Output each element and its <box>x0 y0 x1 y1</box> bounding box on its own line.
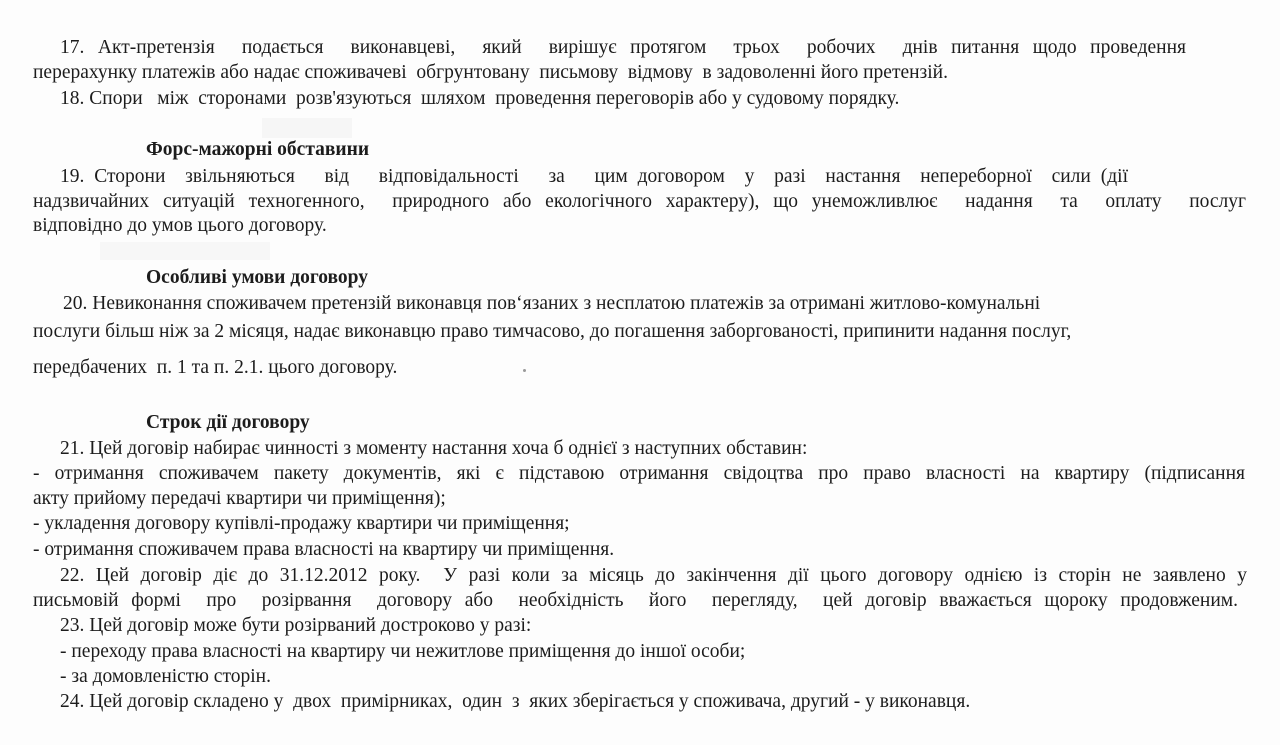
paragraph-22-line-2: письмовій формі про розірвання договору або необхідність його перегляду, цей договір вважається щороку продовженим. <box>33 590 1238 611</box>
paragraph-23-item-1: - переходу права власності на квартиру чи нежитлове приміщення до іншої особи; <box>60 641 746 662</box>
heading-force-majeure: Форс-мажорні обставини <box>146 139 370 160</box>
paragraph-23: 23. Цей договір може бути розірваний достроково у разі: <box>60 615 532 636</box>
paragraph-19-line-1: 19. Сторони звільняються від відповідальності за цим договором у разі настання непереборної сили (дії <box>60 166 1128 187</box>
paragraph-18: 18. Спори між сторонами розв'язуються шляхом проведення переговорів або у судовому порядку. <box>60 88 900 109</box>
heading-term: Строк дії договору <box>146 412 310 433</box>
paragraph-23-item-2: - за домовленістю сторін. <box>60 666 271 687</box>
paragraph-21-item-1-line-2: акту прийому передачі квартири чи приміщення); <box>33 488 446 509</box>
heading-special-terms: Особливі умови договору <box>146 267 368 288</box>
paragraph-19-line-3: відповідно до умов цього договору. <box>33 215 327 236</box>
paragraph-17-line-2: перерахунку платежів або надає споживачеві обгрунтовану письмову відмову в задоволенні його претензій. <box>33 62 948 83</box>
bleed-through-mark <box>100 242 270 260</box>
paragraph-21-item-3: - отримання споживачем права власності на квартиру чи приміщення. <box>33 539 615 560</box>
bleed-through-mark <box>262 118 352 138</box>
paragraph-21-item-1-line-1: - отримання споживачем пакету документів, які є підставою отримання свідоцтва про право власності на квартиру (підписання <box>33 463 1245 484</box>
paragraph-21: 21. Цей договір набирає чинності з моменту настання хоча б однієї з наступних обставин: <box>60 438 808 459</box>
paragraph-21-item-2: - укладення договору купівлі-продажу квартири чи приміщення; <box>33 513 570 534</box>
paragraph-22-line-1: 22. Цей договір діє до 31.12.2012 року. У разі коли за місяць до закінчення дії цього договору однією із сторін не заявлено у <box>60 565 1247 586</box>
paragraph-20-line-3: передбачених п. 1 та п. 2.1. цього договору. <box>33 357 398 378</box>
scan-speck <box>523 369 526 372</box>
paragraph-19-line-2: надзвичайних ситуацій техногенного, природного або екологічного характеру), що унеможливлює надання та оплату послуг <box>33 191 1246 212</box>
paragraph-17-line-1: 17. Акт-претензія подається виконавцеві, який вирішує протягом трьох робочих днів питання щодо проведення <box>60 37 1186 58</box>
paragraph-20-line-1: 20. Невиконання споживачем претензій виконавця пов‘язаних з несплатою платежів за отримані житлово-комунальні <box>63 293 1041 314</box>
paragraph-24: 24. Цей договір складено у двох примірниках, один з яких зберігається у споживача, другий - у виконавця. <box>60 691 971 712</box>
paragraph-20-line-2: послуги більш ніж за 2 місяця, надає виконавцю право тимчасово, до погашення заборгованості, припинити надання послуг, <box>33 321 1072 342</box>
